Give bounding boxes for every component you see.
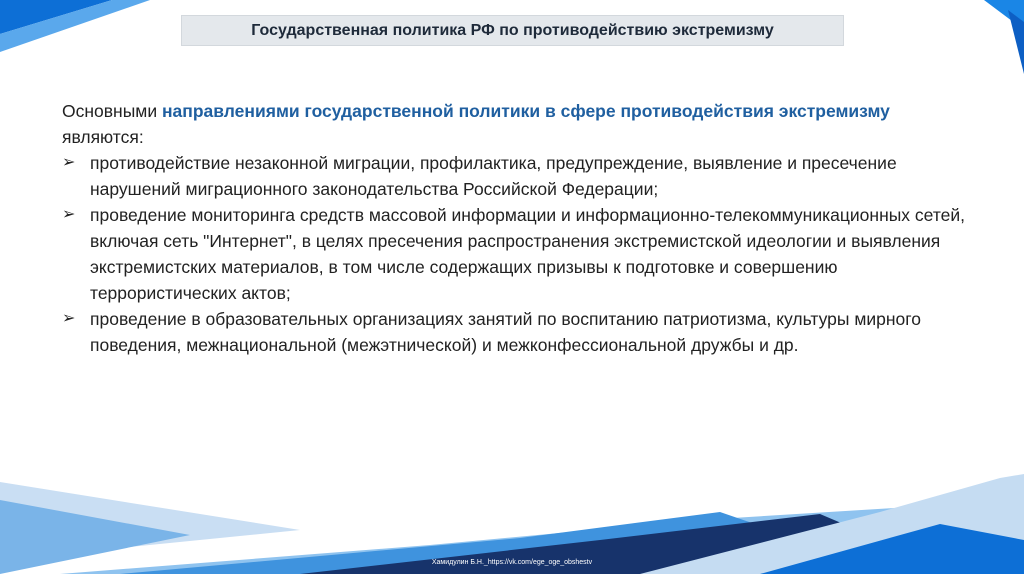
footer-credit: Хамидулин Б.Н._https://vk.com/ege_oge_obshestv — [431, 559, 593, 566]
page-title: Государственная политика РФ по противодействию экстремизму — [251, 21, 774, 39]
arrow-bullet-icon: ➢ — [62, 310, 76, 327]
arrow-bullet-icon: ➢ — [62, 206, 76, 223]
intro-highlight: направлениями государственной политики в сфере противодействия экстремизму — [161, 101, 890, 121]
list-item-text: проведение мониторинга средств массовой информации и информационно-телекоммуникационных сетей, включая сеть "Интернет", в целях пресечения распространения экстремистской идеологии и выявления экстремистских материалов, в том числе содержащих призывы к подготовке и совершению террористических актов; — [90, 205, 966, 303]
list-item-text: проведение в образовательных организациях занятий по воспитанию патриотизма, культуры мирного поведения, межнациональной (межэтнической) и межконфессиональной дружбы и др. — [90, 309, 921, 355]
list-item-text: противодействие незаконной миграции, профилактика, предупреждение, выявление и пресечение нарушений миграционного законодательства Российской Федерации; — [90, 153, 897, 199]
intro-text-after: являются: — [62, 127, 144, 147]
list-item — [62, 202, 972, 306]
arrow-bullet-icon: ➢ — [62, 154, 76, 171]
list-item — [62, 150, 972, 202]
title-bar — [181, 15, 844, 46]
directions-list — [62, 150, 972, 358]
intro-paragraph — [62, 98, 972, 150]
main-content — [62, 98, 972, 358]
intro-text-before: Основными — [62, 101, 162, 121]
list-item — [62, 306, 972, 358]
